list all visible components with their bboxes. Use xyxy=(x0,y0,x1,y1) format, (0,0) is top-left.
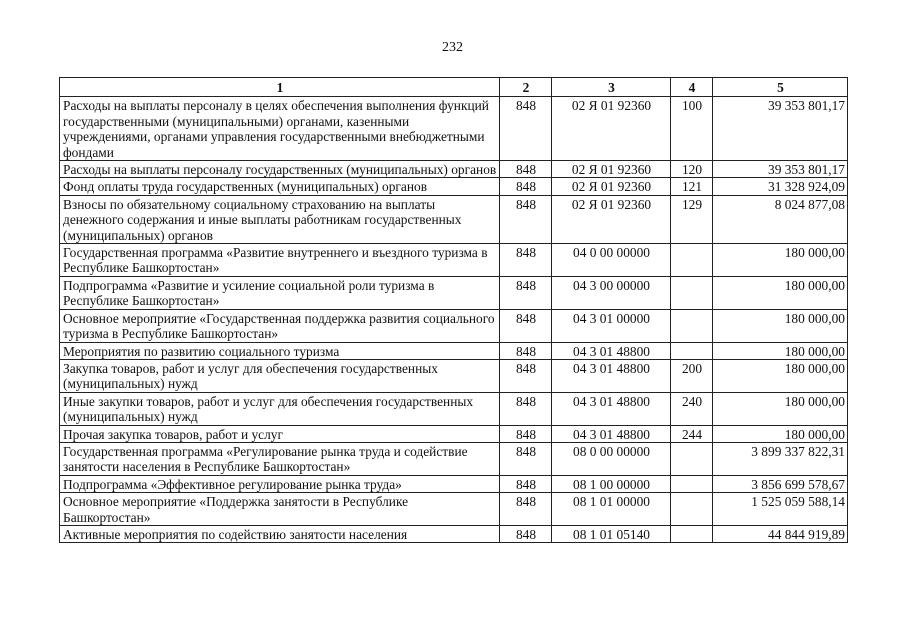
budget-table xyxy=(59,77,848,543)
header-col-1: 1 xyxy=(60,78,500,97)
row-amount-cell: 44 844 919,89 xyxy=(713,525,848,542)
row-amount-cell: 180 000,00 xyxy=(713,276,848,309)
row-target-code-cell: 04 3 01 00000 xyxy=(552,309,671,342)
row-target-code-cell: 02 Я 01 92360 xyxy=(552,161,671,178)
row-target-code-cell: 08 1 00 00000 xyxy=(552,475,671,492)
row-name-cell: Взносы по обязательному социальному страхованию на выплаты денежного содержания и иные выплаты работникам государственных (муниципальных) органов xyxy=(60,195,500,243)
row-expense-type-cell xyxy=(671,493,713,526)
row-name-cell: Основное мероприятие «Государственная поддержка развития социального туризма в Республике Башкортостан» xyxy=(60,309,500,342)
table-row xyxy=(60,178,848,195)
row-admin-code-cell: 848 xyxy=(500,244,552,277)
row-admin-code-cell: 848 xyxy=(500,178,552,195)
row-target-code-cell: 04 3 00 00000 xyxy=(552,276,671,309)
row-amount-cell: 39 353 801,17 xyxy=(713,161,848,178)
row-amount-cell: 180 000,00 xyxy=(713,359,848,392)
row-name-cell: Активные мероприятия по содействию занятости населения xyxy=(60,525,500,542)
row-amount-cell: 1 525 059 588,14 xyxy=(713,493,848,526)
row-target-code-cell: 08 1 01 00000 xyxy=(552,493,671,526)
row-name-cell: Иные закупки товаров, работ и услуг для обеспечения государственных (муниципальных) нужд xyxy=(60,392,500,425)
row-name-cell: Расходы на выплаты персоналу государственных (муниципальных) органов xyxy=(60,161,500,178)
table-row xyxy=(60,97,848,161)
row-admin-code-cell: 848 xyxy=(500,442,552,475)
row-amount-cell: 180 000,00 xyxy=(713,392,848,425)
row-admin-code-cell: 848 xyxy=(500,425,552,442)
row-expense-type-cell: 121 xyxy=(671,178,713,195)
row-admin-code-cell: 848 xyxy=(500,525,552,542)
row-amount-cell: 180 000,00 xyxy=(713,309,848,342)
table-row xyxy=(60,342,848,359)
row-amount-cell: 39 353 801,17 xyxy=(713,97,848,161)
row-target-code-cell: 08 1 01 05140 xyxy=(552,525,671,542)
row-amount-cell: 3 899 337 822,31 xyxy=(713,442,848,475)
row-amount-cell: 3 856 699 578,67 xyxy=(713,475,848,492)
row-expense-type-cell xyxy=(671,342,713,359)
row-admin-code-cell: 848 xyxy=(500,309,552,342)
row-expense-type-cell xyxy=(671,475,713,492)
row-admin-code-cell: 848 xyxy=(500,195,552,243)
table-row xyxy=(60,442,848,475)
row-target-code-cell: 04 3 01 48800 xyxy=(552,425,671,442)
table-row xyxy=(60,195,848,243)
row-expense-type-cell xyxy=(671,244,713,277)
row-name-cell: Закупка товаров, работ и услуг для обеспечения государственных (муниципальных) нужд xyxy=(60,359,500,392)
table-row xyxy=(60,161,848,178)
table-row xyxy=(60,276,848,309)
row-expense-type-cell xyxy=(671,525,713,542)
table-row xyxy=(60,309,848,342)
row-admin-code-cell: 848 xyxy=(500,97,552,161)
header-col-2: 2 xyxy=(500,78,552,97)
table-row xyxy=(60,244,848,277)
table-row xyxy=(60,425,848,442)
row-target-code-cell: 04 3 01 48800 xyxy=(552,392,671,425)
row-expense-type-cell: 244 xyxy=(671,425,713,442)
table-row xyxy=(60,359,848,392)
row-expense-type-cell: 100 xyxy=(671,97,713,161)
row-name-cell: Государственная программа «Регулирование рынка труда и содействие занятости населения в Республике Башкортостан» xyxy=(60,442,500,475)
row-expense-type-cell xyxy=(671,276,713,309)
row-admin-code-cell: 848 xyxy=(500,359,552,392)
table-body xyxy=(60,97,848,543)
row-amount-cell: 31 328 924,09 xyxy=(713,178,848,195)
row-name-cell: Мероприятия по развитию социального туризма xyxy=(60,342,500,359)
row-target-code-cell: 02 Я 01 92360 xyxy=(552,97,671,161)
table-row xyxy=(60,493,848,526)
row-target-code-cell: 04 0 00 00000 xyxy=(552,244,671,277)
table-header-row xyxy=(60,78,848,97)
row-name-cell: Основное мероприятие «Поддержка занятости в Республике Башкортостан» xyxy=(60,493,500,526)
row-expense-type-cell: 120 xyxy=(671,161,713,178)
row-target-code-cell: 02 Я 01 92360 xyxy=(552,178,671,195)
row-admin-code-cell: 848 xyxy=(500,392,552,425)
row-admin-code-cell: 848 xyxy=(500,161,552,178)
row-expense-type-cell xyxy=(671,442,713,475)
row-expense-type-cell xyxy=(671,309,713,342)
row-target-code-cell: 08 0 00 00000 xyxy=(552,442,671,475)
row-name-cell: Расходы на выплаты персоналу в целях обеспечения выполнения функций государственными (муниципальными) органами, казенными учреждениями, органами управления государственными внебюджетными фондами xyxy=(60,97,500,161)
table-row xyxy=(60,475,848,492)
header-col-3: 3 xyxy=(552,78,671,97)
row-expense-type-cell: 129 xyxy=(671,195,713,243)
row-amount-cell: 180 000,00 xyxy=(713,425,848,442)
row-name-cell: Фонд оплаты труда государственных (муниципальных) органов xyxy=(60,178,500,195)
table-row xyxy=(60,392,848,425)
table-row xyxy=(60,525,848,542)
row-admin-code-cell: 848 xyxy=(500,493,552,526)
header-col-4: 4 xyxy=(671,78,713,97)
row-target-code-cell: 04 3 01 48800 xyxy=(552,342,671,359)
row-admin-code-cell: 848 xyxy=(500,276,552,309)
row-admin-code-cell: 848 xyxy=(500,475,552,492)
row-amount-cell: 180 000,00 xyxy=(713,244,848,277)
row-name-cell: Государственная программа «Развитие внутреннего и въездного туризма в Республике Башкортостан» xyxy=(60,244,500,277)
row-admin-code-cell: 848 xyxy=(500,342,552,359)
row-expense-type-cell: 200 xyxy=(671,359,713,392)
row-amount-cell: 180 000,00 xyxy=(713,342,848,359)
header-col-5: 5 xyxy=(713,78,848,97)
row-expense-type-cell: 240 xyxy=(671,392,713,425)
row-amount-cell: 8 024 877,08 xyxy=(713,195,848,243)
row-target-code-cell: 02 Я 01 92360 xyxy=(552,195,671,243)
row-target-code-cell: 04 3 01 48800 xyxy=(552,359,671,392)
row-name-cell: Прочая закупка товаров, работ и услуг xyxy=(60,425,500,442)
row-name-cell: Подпрограмма «Развитие и усиление социальной роли туризма в Республике Башкортостан» xyxy=(60,276,500,309)
page-number: 232 xyxy=(442,40,463,55)
row-name-cell: Подпрограмма «Эффективное регулирование рынка труда» xyxy=(60,475,500,492)
